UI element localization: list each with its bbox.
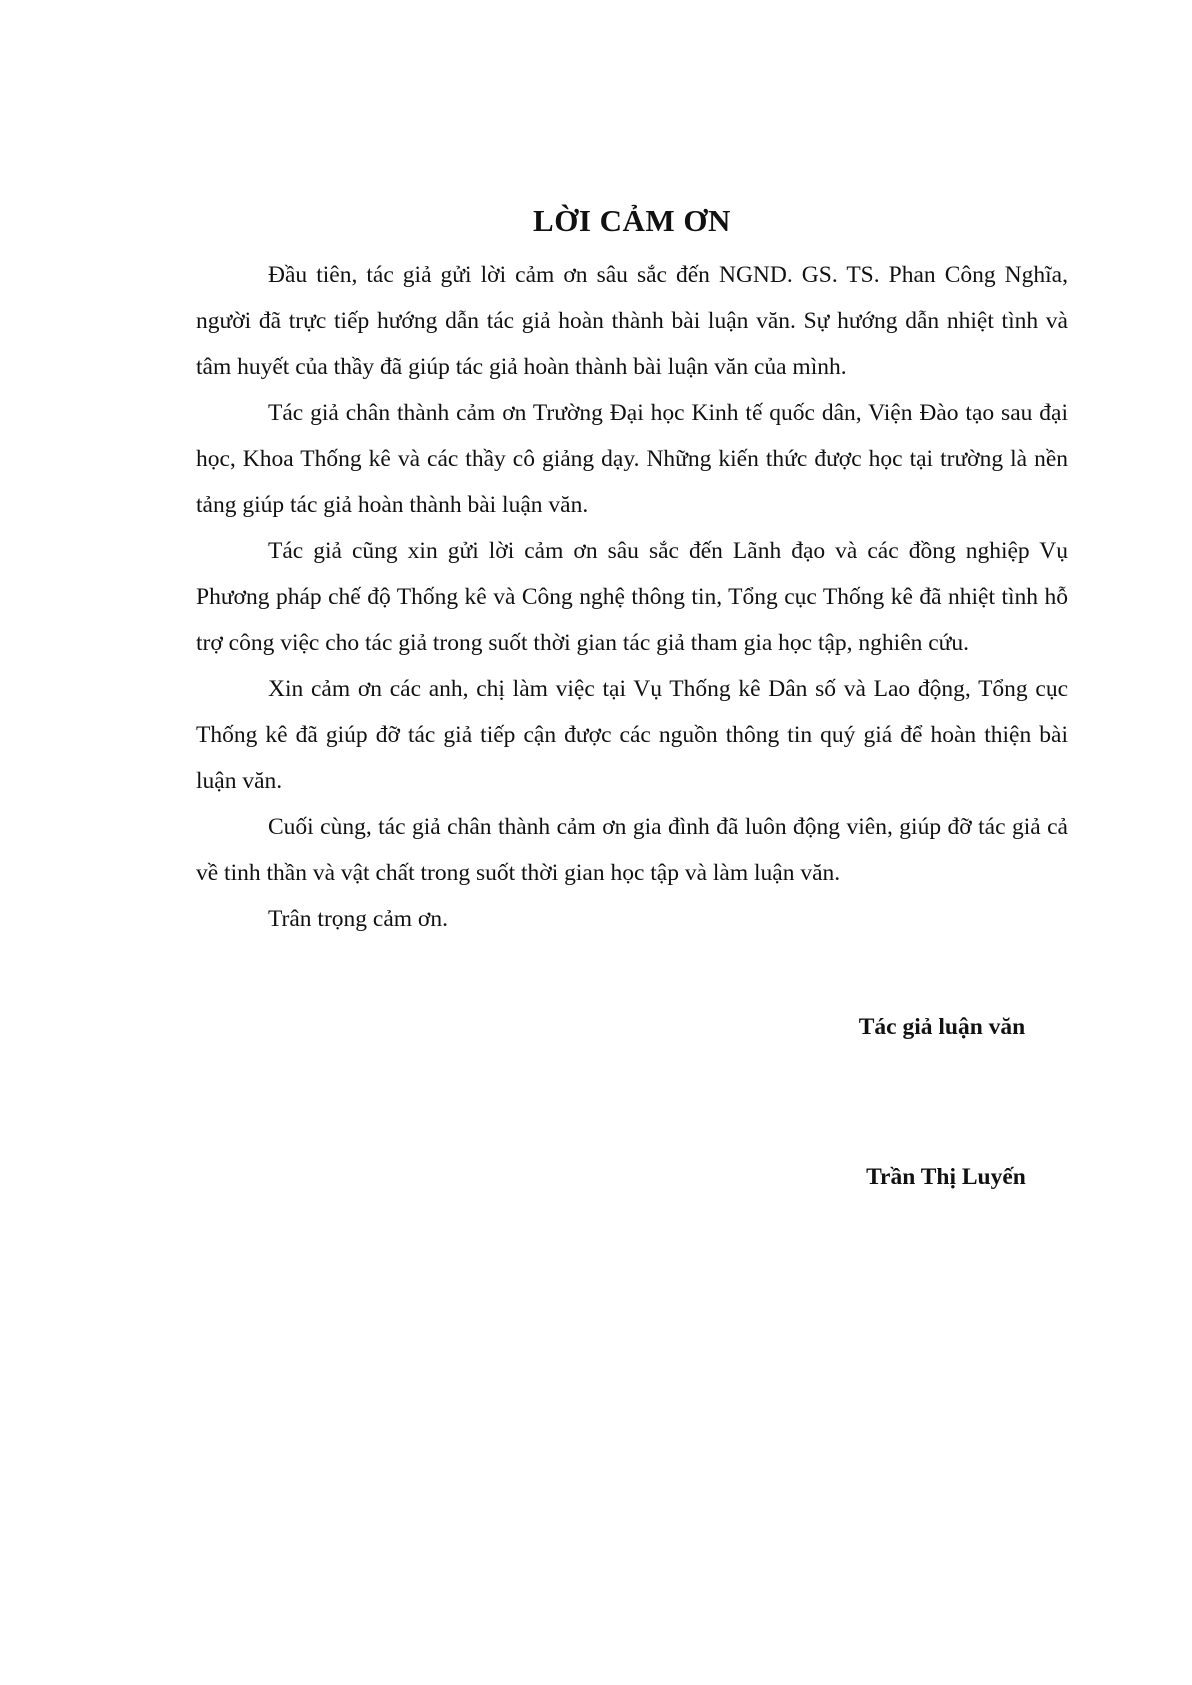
paragraph-colleagues: Tác giả cũng xin gửi lời cảm ơn sâu sắc đến Lãnh đạo và các đồng nghiệp Vụ Phương pháp chế độ Thống kê và Công nghệ thông tin, Tổng cục Thống kê đã nhiệt tình hỗ trợ công việc cho tác giả trong suốt thời gian tác giả tham gia học tập, nghiên cứu. [196, 538, 1068, 656]
closing-line: Trân trọng cảm ơn. [268, 906, 448, 932]
paragraph-family: Cuối cùng, tác giả chân thành cảm ơn gia đình đã luôn động viên, giúp đỡ tác giả cả về tinh thần và vật chất trong suốt thời gian học tập và làm luận văn. [196, 814, 1068, 886]
paragraph-department: Xin cảm ơn các anh, chị làm việc tại Vụ Thống kê Dân số và Lao động, Tổng cục Thống kê đã giúp đỡ tác giả tiếp cận được các nguồn thông tin quý giá để hoàn thiện bài luận văn. [196, 676, 1068, 794]
signature-role: Tác giả luận văn [858, 1014, 1026, 1040]
document-body [196, 198, 1068, 942]
page-title: LỜI CẢM ƠN [533, 203, 731, 238]
paragraph-university: Tác giả chân thành cảm ơn Trường Đại học Kinh tế quốc dân, Viện Đào tạo sau đại học, Khoa Thống kê và các thầy cô giảng dạy. Những kiến thức được học tại trường là nền tảng giúp tác giả hoàn thành bài luận văn. [196, 400, 1068, 518]
paragraph-advisor: Đầu tiên, tác giả gửi lời cảm ơn sâu sắc đến NGND. GS. TS. Phan Công Nghĩa, người đã trực tiếp hướng dẫn tác giả hoàn thành bài luận văn. Sự hướng dẫn nhiệt tình và tâm huyết của thầy đã giúp tác giả hoàn thành bài luận văn của mình. [196, 262, 1068, 380]
signature-name: Trần Thị Luyến [866, 1164, 1026, 1190]
